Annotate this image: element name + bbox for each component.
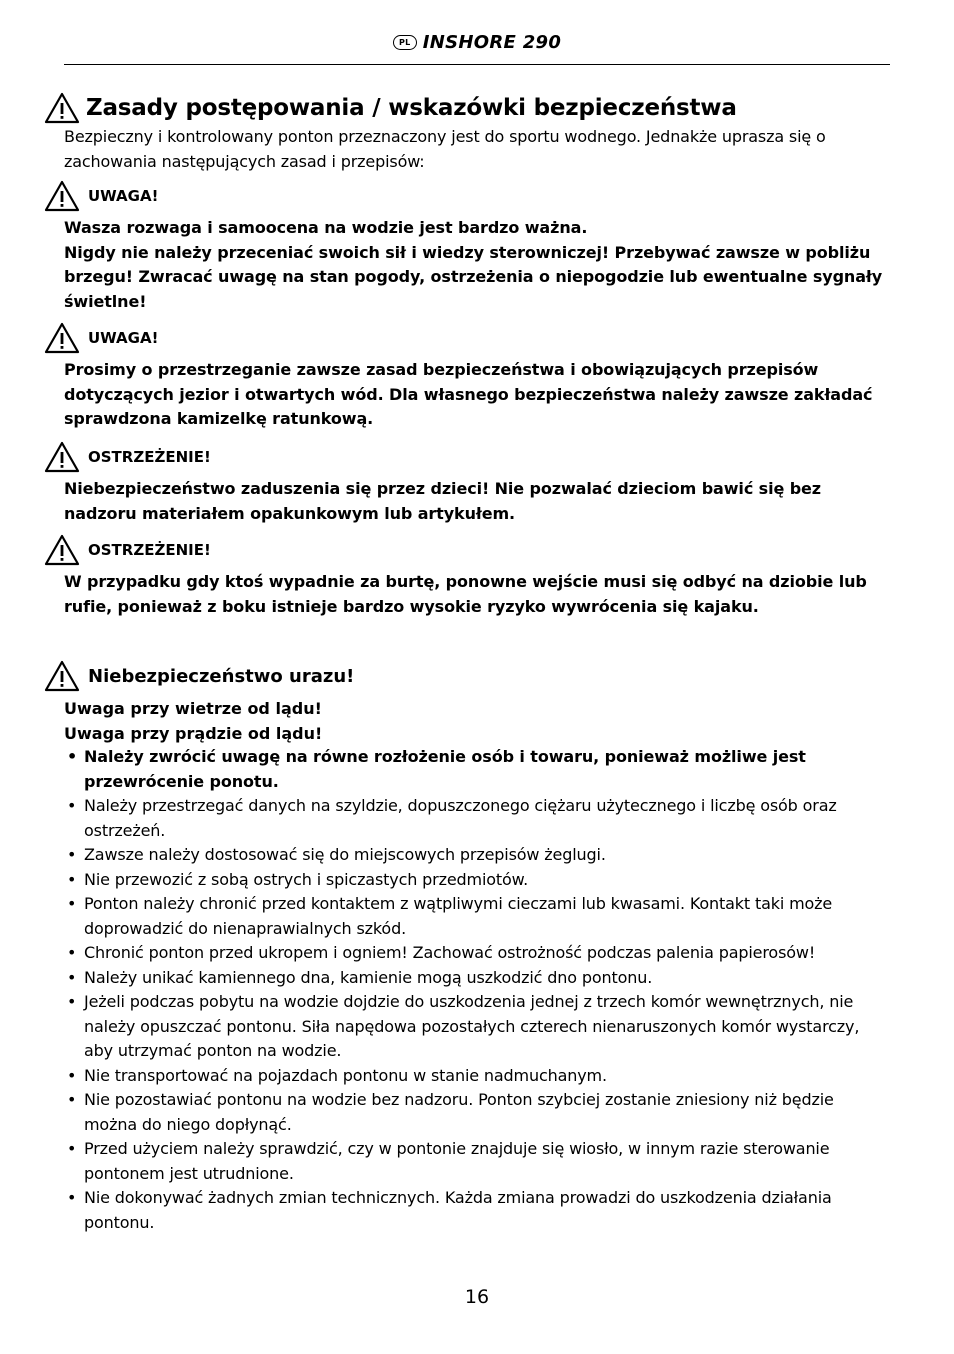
list-item [64, 1137, 890, 1186]
list-item [64, 794, 890, 843]
bullet-icon: • [67, 943, 77, 962]
injury-heading [44, 660, 354, 692]
warning-triangle-icon [44, 534, 80, 566]
list-item-text: Należy unikać kamiennego dna, kamienie mogą uszkodzić dno pontonu. [84, 967, 653, 987]
page-title: Zasady postępowania / wskazówki bezpieczeństwa [86, 95, 737, 121]
bullet-icon: • [67, 747, 78, 766]
bullet-icon: • [67, 894, 77, 913]
header-inner [393, 32, 561, 53]
warning-heading [44, 534, 890, 566]
warning-line: W przypadku gdy ktoś wypadnie za burtę, ponowne wejście musi się odbyć na dziobie lub rufie, ponieważ z boku istnieje bardzo wysokie ryzyko wywrócenia się kajaku. [64, 572, 867, 616]
injury-note-current: Uwaga przy prądzie od lądu! [64, 723, 323, 743]
warning-heading [44, 441, 890, 473]
warning-block-1 [64, 180, 890, 314]
warning-line: Prosimy o przestrzeganie zawsze zasad bezpieczeństwa i obowiązujących przepisów dotyczących jezior i otwartych wód. Dla własnego bezpieczeństwa należy zawsze zakładać sprawdzona kamizelkę ratunkową. [64, 360, 873, 428]
bullet-icon: • [67, 796, 77, 815]
injury-notes [64, 697, 322, 746]
list-item [64, 941, 890, 966]
bullet-icon: • [67, 1090, 77, 1109]
list-item [64, 843, 890, 868]
warning-block-4 [64, 534, 890, 619]
title-row [44, 92, 737, 124]
list-item [64, 868, 890, 893]
warning-line: Nigdy nie należy przeceniać swoich sił i wiedzy sterowniczej! Przebywać zawsze w pobliżu brzegu! Zwracać uwagę na stan pogody, ostrzeżenia o niepogodzie lub ewentualne sygnały świetlne! [64, 242, 883, 311]
injury-note-wind: Uwaga przy wietrze od lądu! [64, 699, 322, 718]
page-number: 16 [464, 1286, 490, 1308]
list-item-text: Należy zwrócić uwagę na równe rozłożenie osób i towaru, ponieważ możliwe jest przewrócenie ponotu. [84, 747, 806, 791]
list-item-text: Należy przestrzegać danych na szyldzie, dopuszczonego ciężaru użytecznego i liczbę osób oraz ostrzeżeń. [84, 796, 837, 840]
list-item-text: Nie transportować na pojazdach pontonu w stanie nadmuchanym. [84, 1065, 607, 1085]
list-item-text: Przed użyciem należy sprawdzić, czy w pontonie znajduje się wiosło, w innym razie sterowanie pontonem jest utrudnione. [84, 1139, 830, 1183]
intro-paragraph: Bezpieczny i kontrolowany ponton przeznaczony jest do sportu wodnego. Jednakże uprasza się o zachowania następujących zasad i przepisów: [64, 127, 826, 171]
warning-text [64, 477, 890, 526]
warning-heading [44, 322, 890, 354]
warning-triangle-icon [44, 180, 80, 212]
warning-line: Niebezpieczeństwo zaduszenia się przez dzieci! Nie pozwalać dzieciom bawić się bez nadzoru materiałem opakunkowym lub artykułem. [64, 479, 822, 523]
bullet-icon: • [67, 1139, 77, 1158]
warning-block-2 [64, 322, 890, 432]
bullet-icon: • [67, 1065, 77, 1085]
warning-label: OSTRZEŻENIE! [88, 448, 211, 466]
warning-triangle-icon [44, 660, 80, 692]
language-badge: PL [393, 35, 417, 50]
bullet-icon: • [67, 845, 77, 864]
list-item [64, 966, 890, 991]
list-item [64, 1186, 890, 1235]
warning-text [64, 570, 890, 619]
list-item-text: Nie przewozić z sobą ostrych i spiczastych przedmiotów. [84, 869, 529, 889]
warning-heading [44, 180, 890, 212]
list-item [64, 892, 890, 941]
warning-text [64, 358, 890, 432]
list-item-text: Ponton należy chronić przed kontaktem z wątpliwymi cieczami lub kwasami. Kontakt taki może doprowadzić do nienaprawialnych szkód. [84, 894, 833, 938]
list-item-text: Zawsze należy dostosować się do miejscowych przepisów żeglugi. [84, 845, 606, 864]
warning-triangle-icon [44, 92, 80, 124]
list-item [64, 1088, 890, 1137]
warning-label: UWAGA! [88, 187, 159, 205]
list-item [64, 1064, 890, 1089]
list-item-text: Nie dokonywać żadnych zmian technicznych. Każda zmiana prowadzi do uszkodzenia działania pontonu. [84, 1188, 832, 1232]
bullet-icon: • [67, 967, 77, 987]
warning-label: OSTRZEŻENIE! [88, 541, 211, 559]
product-name: INSHORE 290 [422, 32, 562, 53]
list-item-text: Jeżeli podczas pobytu na wodzie dojdzie do uszkodzenia jednej z trzech komór wewnętrznych, nie należy opuszczać pontonu. Siła napędowa pozostałych czterech nienaruszonych komór wystarczy, aby utrzymać ponton na wodzie. [84, 992, 860, 1060]
list-item-text: Chronić ponton przed ukropem i ogniem! Zachować ostrożność podczas palenia papierosów! [84, 943, 816, 962]
warning-block-3 [64, 441, 890, 526]
warning-label: UWAGA! [88, 329, 159, 347]
warning-triangle-icon [44, 322, 80, 354]
bullet-icon: • [67, 869, 77, 889]
bullet-icon: • [67, 1188, 77, 1207]
list-item-text: Nie pozostawiać pontonu na wodzie bez nadzoru. Ponton szybciej zostanie zniesiony niż będzie można do niego dopłynąć. [84, 1090, 834, 1134]
safety-bullet-list [64, 745, 890, 1235]
list-item [64, 990, 890, 1064]
warning-triangle-icon [44, 441, 80, 473]
list-item [64, 745, 890, 794]
injury-label: Niebezpieczeństwo urazu! [88, 665, 355, 687]
page-header [64, 30, 890, 65]
bullet-icon: • [67, 992, 77, 1011]
warning-text [64, 216, 890, 314]
warning-line: Wasza rozwaga i samoocena na wodzie jest bardzo ważna. [64, 218, 588, 237]
